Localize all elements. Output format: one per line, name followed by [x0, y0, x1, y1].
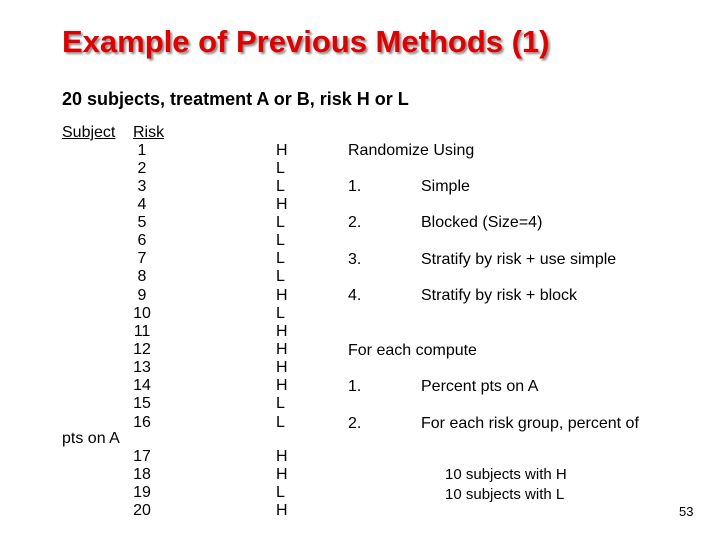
subject-number: 1 — [137, 142, 147, 159]
pts-on-a-label: pts on A — [62, 430, 120, 447]
subject-number: 19 — [133, 484, 151, 501]
risk-value: L — [276, 214, 285, 231]
subject-number: 12 — [133, 341, 151, 358]
risk-value: L — [276, 395, 285, 412]
page-number: 53 — [679, 504, 694, 519]
risk-value: H — [276, 466, 288, 483]
risk-value: L — [276, 232, 285, 249]
slide-subtitle: 20 subjects, treatment A or B, risk H or L — [62, 89, 409, 109]
risk-value: L — [276, 305, 285, 322]
subject-number: 10 — [133, 305, 151, 322]
subject-number: 8 — [137, 268, 147, 285]
subject-number: 14 — [133, 377, 151, 394]
subject-number: 17 — [133, 448, 151, 465]
risk-value: H — [276, 323, 288, 340]
subject-number: 7 — [137, 250, 147, 267]
randomize-item-number: 4. — [348, 287, 362, 304]
risk-value: L — [276, 178, 285, 195]
subject-number: 9 — [137, 287, 147, 304]
risk-value: H — [276, 502, 288, 519]
randomize-item-text: Stratify by risk + use simple — [421, 251, 617, 268]
risk-value: H — [276, 341, 288, 358]
risk-value: H — [276, 359, 288, 376]
compute-item-text: Percent pts on A — [421, 378, 539, 395]
risk-value: L — [276, 414, 285, 431]
subject-number: 4 — [137, 196, 147, 213]
subject-number: 3 — [137, 178, 147, 195]
risk-value: L — [276, 160, 285, 177]
risk-value: H — [276, 377, 288, 394]
randomize-item-number: 3. — [348, 251, 362, 268]
slide-title: Example of Previous Methods (1) — [62, 24, 550, 59]
randomize-item-text: Blocked (Size=4) — [421, 214, 543, 231]
risk-value: H — [276, 142, 288, 159]
risk-value: L — [276, 268, 285, 285]
risk-value: L — [276, 484, 285, 501]
risk-group-note: 10 subjects with H — [445, 466, 567, 483]
risk-group-note: 10 subjects with L — [445, 486, 565, 503]
compute-heading: For each compute — [348, 342, 477, 359]
risk-value: L — [276, 250, 285, 267]
subject-number: 6 — [137, 232, 147, 249]
risk-column-header: Risk — [133, 124, 165, 141]
randomize-item-number: 1. — [348, 178, 362, 195]
compute-item-number: 2. — [348, 415, 362, 432]
subject-number: 2 — [137, 160, 147, 177]
subject-number: 18 — [133, 466, 151, 483]
risk-value: H — [276, 196, 288, 213]
randomize-item-number: 2. — [348, 214, 362, 231]
subject-number: 13 — [133, 359, 151, 376]
risk-value: H — [276, 287, 288, 304]
subject-number: 15 — [133, 395, 151, 412]
compute-item-text: For each risk group, percent of — [421, 415, 639, 432]
subject-number: 20 — [133, 502, 151, 519]
subject-number: 5 — [137, 214, 147, 231]
subject-number: 16 — [133, 414, 151, 431]
randomize-item-text: Stratify by risk + block — [421, 287, 578, 304]
randomize-item-text: Simple — [421, 178, 470, 195]
subject-number: 11 — [133, 323, 151, 340]
compute-item-number: 1. — [348, 378, 362, 395]
risk-value: H — [276, 448, 288, 465]
subject-column-header: Subject — [62, 124, 116, 141]
randomize-heading: Randomize Using — [348, 142, 475, 159]
